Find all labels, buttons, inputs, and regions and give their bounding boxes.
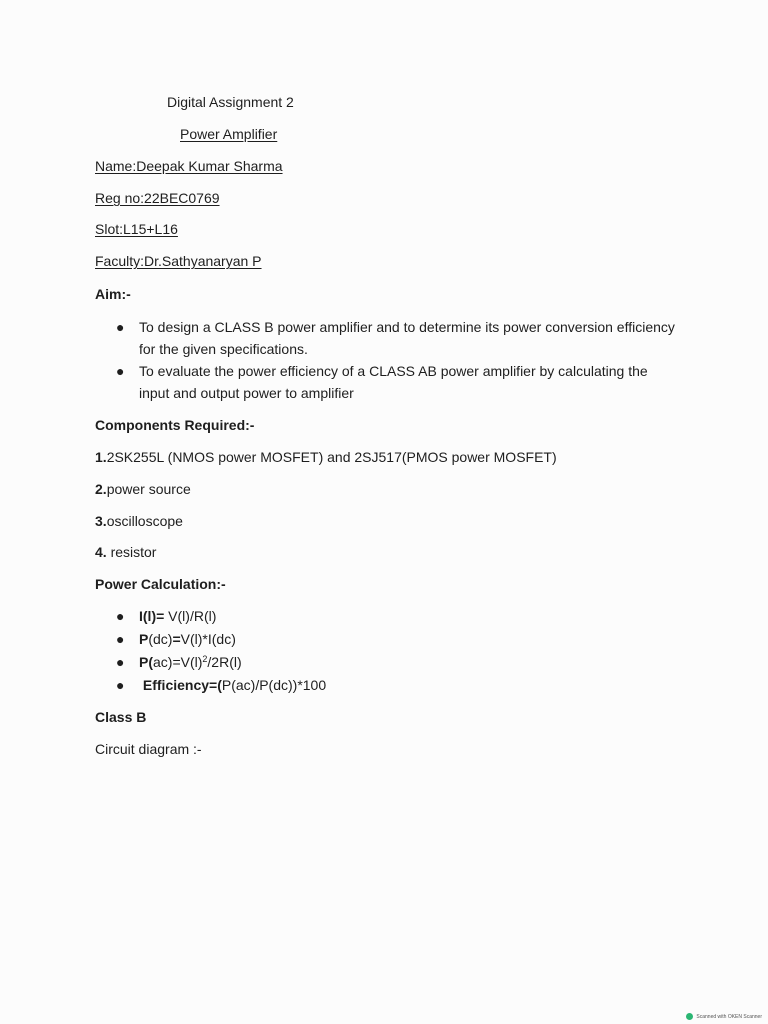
formula-bold: Efficiency=( <box>139 677 222 693</box>
components-heading: Components Required:- <box>95 417 255 433</box>
component-item <box>95 512 183 530</box>
component-number: 1. <box>95 449 107 465</box>
formula-text: V(l)/R(l) <box>164 608 217 624</box>
aim-heading: Aim:- <box>95 286 131 302</box>
formula-text: ac)=V(l) <box>153 654 203 670</box>
formula-bold: = <box>172 631 181 647</box>
list-item <box>116 674 327 697</box>
list-item <box>116 360 679 404</box>
formula-superscript: 2 <box>202 654 208 664</box>
power-calc-heading: Power Calculation:- <box>95 576 226 592</box>
component-number: 4. <box>95 544 107 560</box>
assignment-title: Digital Assignment 2 <box>167 94 294 110</box>
formula-text: V(l)*I(dc) <box>180 631 236 647</box>
aim-item-text: To evaluate the power efficiency of a CLASS AB power amplifier by calculating the input and output power to amplifier <box>139 363 648 401</box>
assignment-subtitle: Power Amplifier <box>180 126 278 142</box>
bullet-icon: ● <box>116 631 125 647</box>
circuit-diagram-label: Circuit diagram :- <box>95 741 202 757</box>
component-item <box>95 543 156 561</box>
formula-bold: P( <box>139 654 153 670</box>
slot: Slot:L15+L16 <box>95 221 178 237</box>
component-number: 3. <box>95 513 107 529</box>
formula-text: /2R(l) <box>207 654 242 670</box>
aim-list <box>116 316 679 404</box>
scanner-watermark-text: Scanned with OKEN Scanner <box>696 1013 762 1020</box>
list-item <box>116 316 679 360</box>
component-number: 2. <box>95 481 107 497</box>
formula-bold: P <box>139 631 149 647</box>
component-text: 2SK255L (NMOS power MOSFET) and 2SJ517(PMOS power MOSFET) <box>106 449 557 465</box>
component-text: power source <box>106 481 191 497</box>
bullet-icon: ● <box>116 654 125 670</box>
formula-bold: I(l)= <box>139 608 165 624</box>
component-item <box>95 480 191 498</box>
scanner-watermark <box>686 1013 762 1020</box>
aim-item-text: To design a CLASS B power amplifier and to determine its power conversion efficiency for the given specifications. <box>139 319 675 357</box>
component-text: resistor <box>106 544 157 560</box>
scanner-logo-icon <box>686 1013 693 1020</box>
bullet-icon: ● <box>116 608 125 624</box>
component-text: oscilloscope <box>106 513 183 529</box>
list-item <box>116 628 326 651</box>
power-calc-list <box>116 605 327 697</box>
registration-number: Reg no:22BEC0769 <box>95 190 220 206</box>
list-item <box>116 605 326 628</box>
student-name: Name:Deepak Kumar Sharma <box>95 158 283 174</box>
bullet-icon: ● <box>116 319 125 335</box>
faculty: Faculty:Dr.Sathyanaryan P <box>95 253 262 269</box>
bullet-icon: ● <box>116 363 125 379</box>
bullet-icon: ● <box>116 677 125 693</box>
component-item <box>95 448 557 466</box>
list-item <box>116 651 326 674</box>
formula-text: (dc) <box>148 631 173 647</box>
class-b-heading: Class B <box>95 709 147 725</box>
formula-text: P(ac)/P(dc))*100 <box>221 677 327 693</box>
